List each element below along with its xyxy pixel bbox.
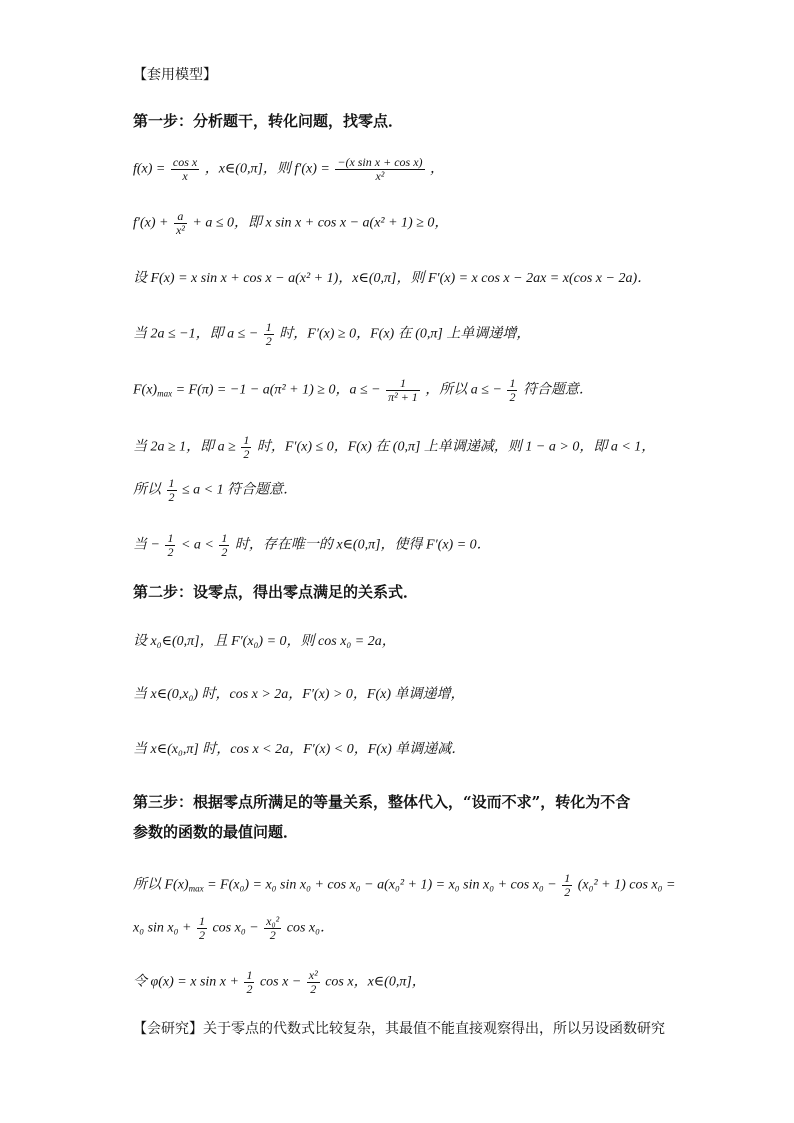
denominator: 2 xyxy=(168,490,175,504)
fraction xyxy=(507,377,517,404)
formula-line-10: 当 x∈(0,x₀) 时，cos x > 2a，F′(x) > 0，F(x) 单调递增， xyxy=(133,687,465,702)
fraction xyxy=(171,156,199,183)
formula-line-12 xyxy=(133,872,675,899)
text: ，x∈(0,π]，则 f′(x) = xyxy=(204,161,330,177)
numerator: a xyxy=(174,210,187,224)
formula-line-3: 设 F(x) = x sin x + cos x − a(x² + 1)，x∈(0,π]，则 F′(x) = x cos x − 2ax = x(cos x − 2a)． xyxy=(133,271,652,286)
text: cos x₀． xyxy=(286,920,335,936)
text: cos x − xyxy=(259,974,302,990)
numerator: 1 xyxy=(167,531,174,545)
numerator: 1 xyxy=(386,377,420,391)
text: 当 2a ≤ −1，即 a ≤ − xyxy=(133,326,259,342)
denominator: 2 xyxy=(246,982,253,996)
text: 所以 F(x) xyxy=(133,877,189,893)
step3-heading-line-1: 第三步：根据零点所满足的等量关系，整体代入，“设而不求”，转化为不含 xyxy=(133,793,631,811)
formula-line-11: 当 x∈(x₀,π] 时，cos x < 2a，F′(x) < 0，F(x) 单调递减． xyxy=(133,742,466,757)
text: = F(x₀) = x₀ sin x₀ + cos x₀ − a(x₀² + 1) = x₀ sin x₀ + cos x₀ − xyxy=(207,877,557,893)
fraction xyxy=(219,532,229,559)
text: < a < xyxy=(180,537,214,553)
research-text: 关于零点的代数式比较复杂，其最值不能直接观察得出，所以另设函数研究 xyxy=(203,1021,665,1037)
text: ≤ a < 1 符合题意． xyxy=(182,482,298,498)
formula-line-2 xyxy=(133,210,448,237)
numerator: x₀² xyxy=(266,914,280,928)
numerator: 1 xyxy=(198,914,205,928)
formula-line-7 xyxy=(133,477,297,504)
fraction xyxy=(562,872,572,899)
numerator: 1 xyxy=(265,320,272,334)
text: 当 − xyxy=(133,537,160,553)
fraction xyxy=(244,969,254,996)
research-line xyxy=(133,1020,665,1038)
subscript: max xyxy=(157,388,173,399)
numerator: 1 xyxy=(221,531,228,545)
denominator: 2 xyxy=(198,928,205,942)
text: x₀ sin x₀ + xyxy=(133,920,192,936)
numerator: 1 xyxy=(564,871,571,885)
text: f′(x) + xyxy=(133,215,169,231)
fraction xyxy=(335,156,424,183)
text: 所以 xyxy=(133,482,161,498)
text: cos x₀ − xyxy=(212,920,259,936)
formula-line-9: 设 x₀∈(0,π]，且 F′(x₀) = 0，则 cos x₀ = 2a， xyxy=(133,634,396,649)
numerator: 1 xyxy=(246,968,253,982)
text: 时，存在唯一的 x∈(0,π]，使得 F′(x) = 0． xyxy=(234,537,491,553)
formula-line-13 xyxy=(133,915,334,942)
numerator: 1 xyxy=(509,376,516,390)
denominator: 2 xyxy=(310,982,317,996)
text: 时，F′(x) ≥ 0，F(x) 在 (0,π] 上单调递增， xyxy=(279,326,531,342)
denominator: x² xyxy=(375,169,385,183)
numerator: 1 xyxy=(243,433,250,447)
denominator: π² + 1 xyxy=(388,390,418,404)
fraction xyxy=(174,210,187,237)
fraction xyxy=(264,915,281,942)
denominator: x² xyxy=(175,223,185,237)
text: (x₀² + 1) cos x₀ = xyxy=(577,877,676,893)
denominator: 2 xyxy=(221,545,228,559)
text: ，所以 a ≤ − xyxy=(425,382,502,398)
numerator: cos x xyxy=(172,155,198,169)
fraction xyxy=(307,969,320,996)
formula-line-1 xyxy=(133,156,444,183)
fraction xyxy=(197,915,207,942)
text: F(x) xyxy=(133,382,158,398)
denominator: 2 xyxy=(564,885,571,899)
text: 当 2a ≥ 1，即 a ≥ xyxy=(133,439,236,455)
text: = F(π) = −1 − a(π² + 1) ≥ 0，a ≤ − xyxy=(175,382,381,398)
fraction xyxy=(241,434,251,461)
formula-line-6 xyxy=(133,434,655,461)
denominator: 2 xyxy=(167,545,174,559)
text: 符合题意． xyxy=(522,382,593,398)
text: cos x，x∈(0,π]， xyxy=(325,974,426,990)
step2-heading: 第二步：设零点，得出零点满足的关系式． xyxy=(133,583,419,601)
denominator: 2 xyxy=(269,928,276,942)
tag-research: 【会研究】 xyxy=(133,1021,203,1037)
step1-heading: 第一步：分析题干，转化问题，找零点． xyxy=(133,112,404,130)
formula-line-4 xyxy=(133,321,530,348)
fraction xyxy=(386,377,420,404)
denominator: 2 xyxy=(509,390,516,404)
text: 令 φ(x) = x sin x + xyxy=(133,974,239,990)
fraction xyxy=(167,477,177,504)
subscript: max xyxy=(188,883,204,894)
denominator: x xyxy=(182,169,188,183)
numerator: x² xyxy=(308,968,318,982)
numerator: −(x sin x + cos x) xyxy=(337,155,423,169)
fraction xyxy=(264,321,274,348)
fraction xyxy=(165,532,175,559)
text: 时，F′(x) ≤ 0，F(x) 在 (0,π] 上单调递减，则 1 − a > 0，即 a < 1， xyxy=(256,439,656,455)
tag-apply-model: 【套用模型】 xyxy=(133,67,217,83)
denominator: 2 xyxy=(243,447,250,461)
text: ， xyxy=(430,161,445,177)
denominator: 2 xyxy=(265,334,272,348)
text: f(x) = xyxy=(133,161,166,177)
formula-line-14 xyxy=(133,969,426,996)
numerator: 1 xyxy=(168,476,175,490)
formula-line-8 xyxy=(133,532,491,559)
text: + a ≤ 0，即 x sin x + cos x − a(x² + 1) ≥ 0， xyxy=(192,215,449,231)
step3-heading-line-2: 参数的函数的最值问题． xyxy=(133,823,299,841)
formula-line-5 xyxy=(133,377,593,404)
